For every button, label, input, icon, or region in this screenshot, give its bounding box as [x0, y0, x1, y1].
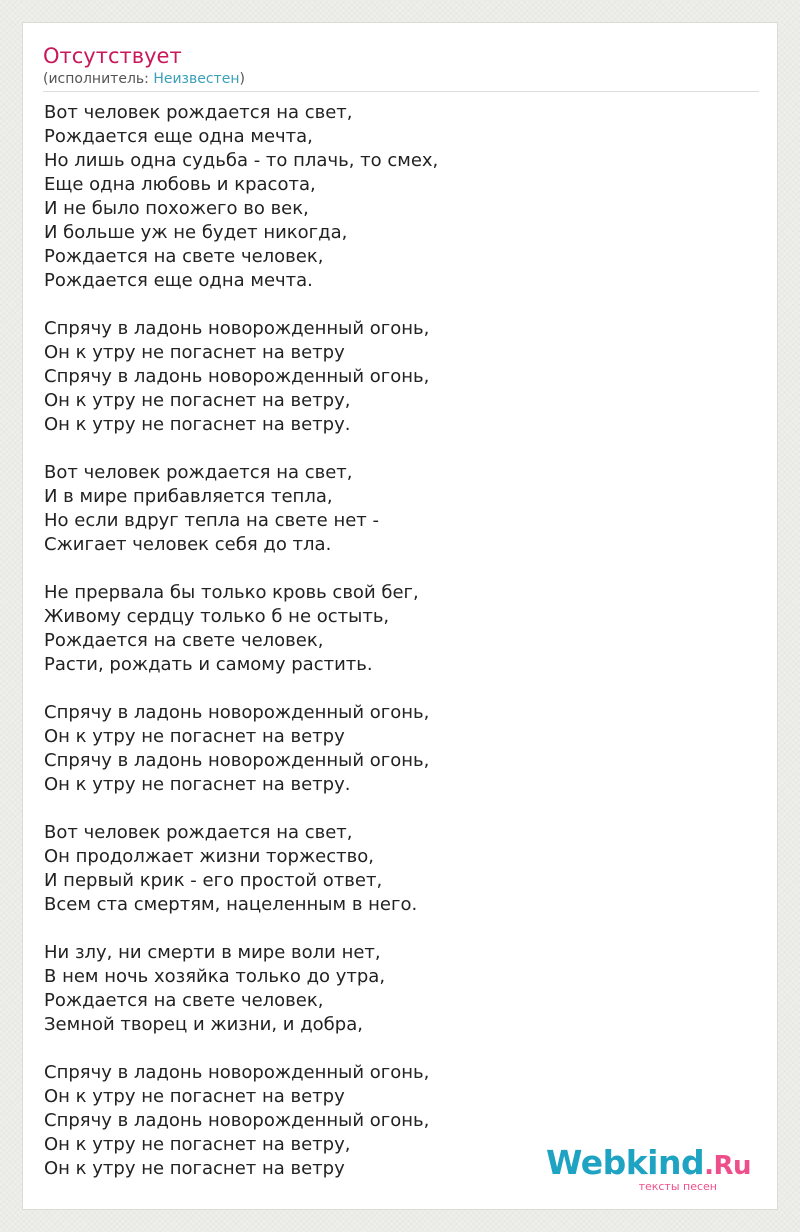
lyrics-stanza — [44, 581, 759, 677]
lyrics-line: Он к утру не погаснет на ветру — [44, 342, 345, 363]
lyrics-line: Рождается еще одна мечта, — [44, 126, 313, 147]
lyrics-line: Живому сердцу только б не остыть, — [44, 606, 390, 627]
lyrics-line: И в мире прибавляется тепла, — [44, 486, 333, 507]
lyrics-line: Он к утру не погаснет на ветру. — [44, 774, 351, 795]
lyrics-line: Рождается еще одна мечта. — [44, 270, 313, 291]
lyrics-line: Земной творец и жизни, и добра, — [44, 1014, 363, 1035]
lyrics-stanza — [44, 317, 759, 437]
lyrics-line: Еще одна любовь и красота, — [44, 174, 316, 195]
lyrics-line: Но лишь одна судьба - то плачь, то смех, — [44, 150, 439, 171]
lyrics-card — [22, 22, 778, 1210]
song-title: Отсутствует — [43, 44, 182, 68]
lyrics-line: Спрячу в ладонь новорожденный огонь, — [44, 750, 430, 771]
lyrics-line: Ни злу, ни смерти в мире воли нет, — [44, 942, 381, 963]
lyrics-line: Рождается на свете человек, — [44, 990, 324, 1011]
lyrics-line: Расти, рождать и самому растить. — [44, 654, 373, 675]
header-divider — [43, 91, 759, 92]
lyrics-line: В нем ночь хозяйка только до утра, — [44, 966, 386, 987]
lyrics-line: Вот человек рождается на свет, — [44, 102, 353, 123]
lyrics-line: Он к утру не погаснет на ветру, — [44, 1134, 351, 1155]
lyrics-line: Рождается на свете человек, — [44, 246, 324, 267]
lyrics-line: Он к утру не погаснет на ветру — [44, 1086, 345, 1107]
performer-suffix: ) — [239, 71, 245, 87]
lyrics-line: Рождается на свете человек, — [44, 630, 324, 651]
lyrics-line: И не было похожего во век, — [44, 198, 309, 219]
lyrics-text — [44, 101, 759, 1205]
site-logo[interactable] — [545, 1143, 751, 1193]
lyrics-line: И первый крик - его простой ответ, — [44, 870, 383, 891]
lyrics-stanza — [44, 821, 759, 917]
lyrics-line: Он к утру не погаснет на ветру — [44, 1158, 345, 1179]
lyrics-line: Вот человек рождается на свет, — [44, 462, 353, 483]
lyrics-line: Спрячу в ладонь новорожденный огонь, — [44, 702, 430, 723]
lyrics-stanza — [44, 941, 759, 1037]
lyrics-line: Спрячу в ладонь новорожденный огонь, — [44, 366, 430, 387]
lyrics-line: Вот человек рождается на свет, — [44, 822, 353, 843]
lyrics-line: Он к утру не погаснет на ветру, — [44, 390, 351, 411]
lyrics-line: Всем ста смертям, нацеленным в него. — [44, 894, 418, 915]
logo-tagline: тексты песен — [638, 1180, 717, 1193]
lyrics-line: Он продолжает жизни торжество, — [44, 846, 374, 867]
performer-prefix: (исполнитель: — [43, 71, 154, 87]
performer-link[interactable]: Неизвестен — [153, 71, 240, 87]
lyrics-line: Спрячу в ладонь новорожденный огонь, — [44, 1062, 430, 1083]
logo-brand: Webkind — [545, 1143, 705, 1182]
lyrics-stanza — [44, 101, 759, 293]
performer-line — [43, 70, 245, 88]
lyrics-line: Спрячу в ладонь новорожденный огонь, — [44, 1110, 430, 1131]
lyrics-line: Сжигает человек себя до тла. — [44, 534, 332, 555]
lyrics-line: Не прервала бы только кровь свой бег, — [44, 582, 419, 603]
logo-domain: .Ru — [704, 1151, 751, 1181]
logo-wordmark — [545, 1143, 751, 1183]
lyrics-stanza — [44, 701, 759, 797]
lyrics-line: Но если вдруг тепла на свете нет - — [44, 510, 379, 531]
lyrics-stanza — [44, 461, 759, 557]
lyrics-line: Он к утру не погаснет на ветру. — [44, 414, 351, 435]
lyrics-line: И больше уж не будет никогда, — [44, 222, 348, 243]
lyrics-line: Он к утру не погаснет на ветру — [44, 726, 345, 747]
lyrics-line: Спрячу в ладонь новорожденный огонь, — [44, 318, 430, 339]
